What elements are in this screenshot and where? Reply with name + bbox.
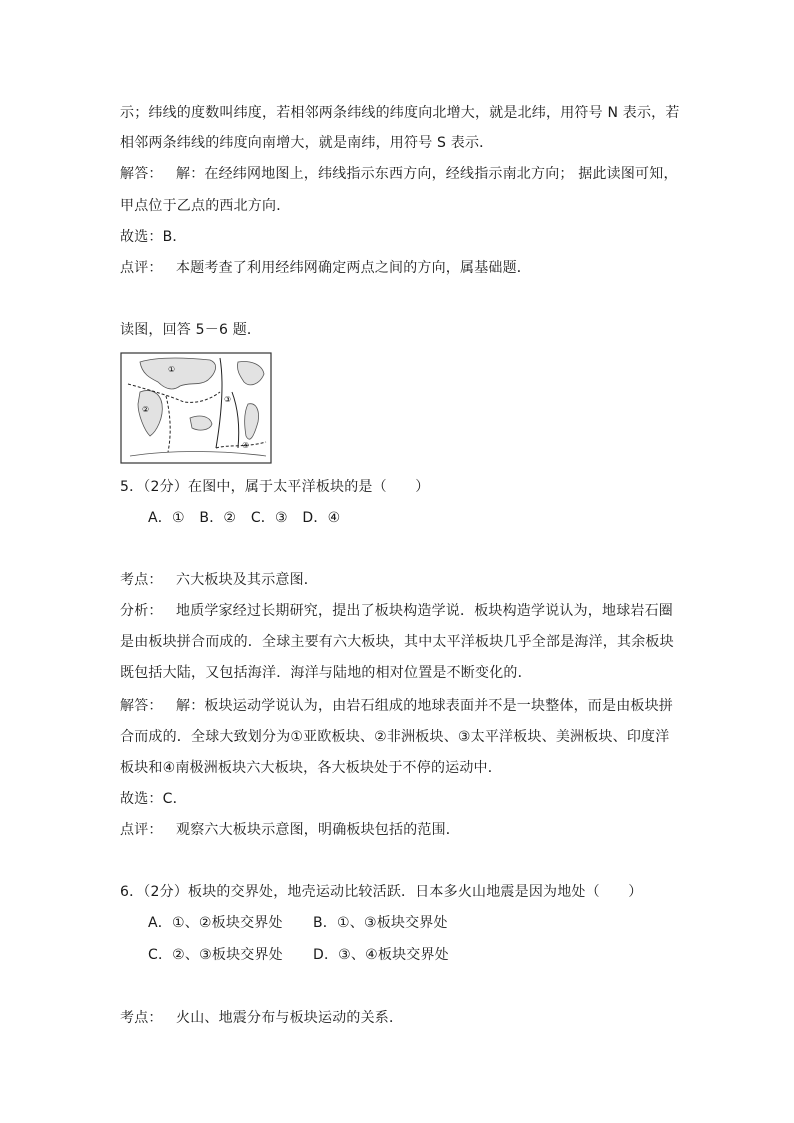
q5-options [148, 508, 350, 528]
p1-line-1: 示；纬线的度数叫纬度，若相邻两条纬线的纬度向北增大，就是北纬，用符号 N 表示，若 [120, 105, 680, 121]
q6-option-c: C．②、③板块交界处 [148, 947, 283, 963]
cmt5 [120, 820, 460, 840]
kd5-text: 六大板块及其示意图． [176, 572, 318, 588]
ans5-line-1 [120, 696, 673, 716]
p1-line-2: 相邻两条纬线的纬度向南增大，就是南纬，用符号 S 表示． [120, 135, 494, 151]
ans4-label: 解答： [120, 166, 163, 182]
marker-4: ④ [242, 441, 250, 450]
ans4-line-1 [120, 164, 678, 184]
q6-option-d: D．③、④板块交界处 [313, 947, 449, 963]
marker-2: ② [142, 405, 150, 414]
fx5-line-2: 是由板块拼合而成的．全球主要有六大板块，其中太平洋板块几乎全部是海洋，其余板块 [120, 634, 674, 650]
cmt5-text: 观察六大板块示意图，明确板块包括的范围． [176, 822, 460, 838]
ans5-line-2: 合而成的．全球大致划分为①亚欧板块、②非洲板块、③太平洋板块、美洲板块、印度洋 [120, 729, 670, 745]
plate-map-svg [120, 352, 272, 464]
ans5-text-1: 解：板块运动学说认为，由岩石组成的地球表面并不是一块整体，而是由板块拼 [176, 698, 673, 714]
ans5-label: 解答： [120, 698, 163, 714]
q6-options-row-1 [148, 913, 478, 933]
marker-3: ③ [224, 395, 232, 404]
fx5-text-1: 地质学家经过长期研究，提出了板块构造学说．板块构造学说认为，地球岩石圈 [176, 603, 673, 619]
marker-1: ① [168, 365, 176, 374]
q5-option-c: C．③ [250, 510, 288, 526]
sel4: 故选：B． [120, 229, 187, 245]
ans4-text-1: 解：在经纬网地图上，纬线指示东西方向，经线指示南北方向； 据此读图可知， [176, 166, 678, 182]
kd5 [120, 570, 318, 590]
q5-option-a: A．① [148, 510, 185, 526]
q6-option-b: B．①、③板块交界处 [313, 915, 448, 931]
kd6-text: 火山、地震分布与板块运动的关系． [176, 1010, 404, 1026]
ans5-line-3: 板块和④南极洲板块六大板块，各大板块处于不停的运动中． [120, 760, 502, 776]
cmt5-label: 点评： [120, 822, 163, 838]
q5-option-d: D．④ [302, 510, 341, 526]
cmt4-text: 本题考查了利用经纬网确定两点之间的方向，属基础题． [176, 260, 531, 276]
sel5: 故选：C． [120, 791, 187, 807]
fx5-label: 分析： [120, 603, 163, 619]
kd6 [120, 1008, 403, 1028]
kd6-label: 考点： [120, 1010, 163, 1026]
q6-option-a: A．①、②板块交界处 [148, 915, 283, 931]
ans4-line-2: 甲点位于乙点的西北方向． [120, 198, 291, 214]
kd5-label: 考点： [120, 572, 163, 588]
fx5-line-3: 既包括大陆，又包括海洋．海洋与陆地的相对位置是不断变化的． [120, 665, 532, 681]
q6-options-row-2 [148, 945, 478, 965]
q5-stem: 5．（2分）在图中，属于太平洋板块的是（ ） [120, 479, 430, 495]
q6-stem: 6．（2分）板块的交界处，地壳运动比较活跃．日本多火山地震是因为地处（ ） [120, 884, 643, 900]
cmt4 [120, 258, 531, 278]
plate-map [120, 352, 272, 464]
intro: 读图，回答 5－6 题． [120, 322, 262, 338]
cmt4-label: 点评： [120, 260, 163, 276]
fx5-line-1 [120, 601, 673, 621]
q5-option-b: B．② [199, 510, 237, 526]
